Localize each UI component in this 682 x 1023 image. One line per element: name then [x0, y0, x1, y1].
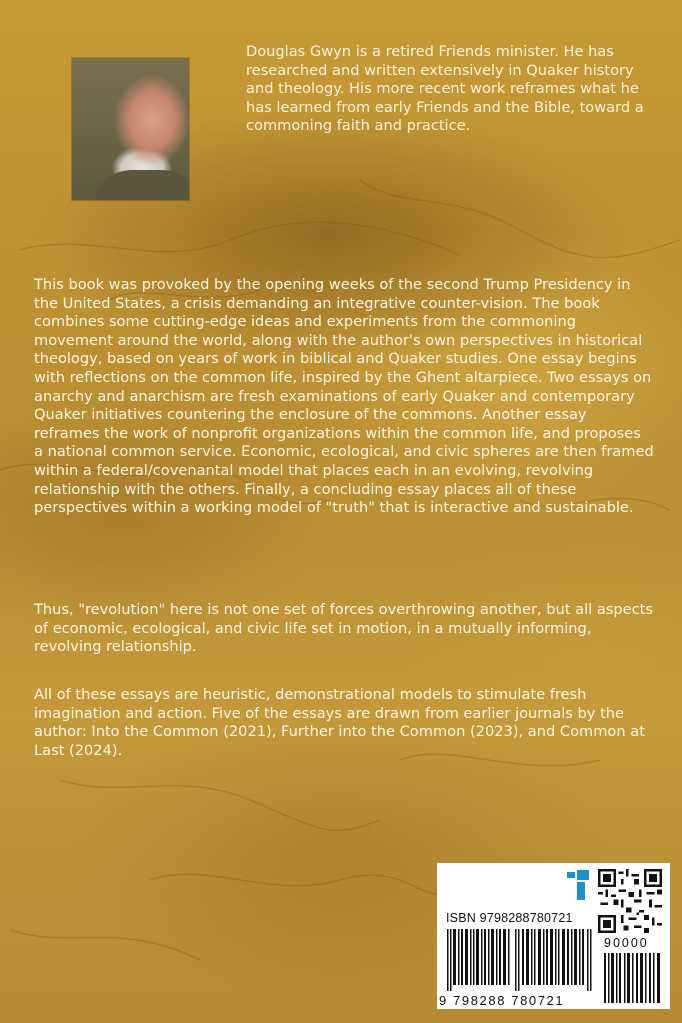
addon-barcode-icon [603, 953, 663, 1003]
author-photo [72, 58, 189, 200]
qr-code-icon [598, 869, 662, 933]
author-bio: Douglas Gwyn is a retired Friends minister. He has researched and written extensively in Quaker history and theology. His more recent work reframes what he has learned from early Friends and the Bible, toward a commoning faith and practice. [246, 43, 644, 135]
description-paragraph-3: All of these essays are heuristic, demonstrational models to stimulate fresh imagination and action. Five of the essays are drawn from earlier journals by the author: Into the Common (2021), Further into the Common (2023), and Common at Last (2024). [34, 686, 645, 759]
barcode-digits: 9 798288 780721 [437, 993, 599, 1008]
author-photo-shoulder [92, 170, 189, 200]
isbn-barcode-box [437, 863, 670, 1009]
description-paragraph-2: Thus, "revolution" here is not one set of forces overthrowing another, but all aspects of economic, ecological, and civic life set in motion, in a mutually informing, revolving relationship. [34, 601, 653, 656]
isbn-barcode-icon [445, 929, 595, 993]
barcode-addon-digits: 90000 [604, 936, 649, 950]
description-paragraph-1: This book was provoked by the opening weeks of the second Trump Presidency in the United States, a crisis demanding an integrative counter-vision. The book combines some cutting-edge ideas and experiments from the commoning movement around the world, along with the author's own perspectives in historical theology, based on years of work in biblical and Quaker studies. One essay begins with reflections on the common life, inspired by the Ghent altarpiece. Two essays on anarchy and anarchism are fresh examinations of early Quaker and contemporary Quaker initiatives countering the enclosure of the commons. Another essay reframes the work of nonprofit organizations within the common life, and proposes a national common service. Economic, ecological, and civic spheres are then framed within a federal/covenantal model that places each in an evolving, revolving relationship with the others. Finally, a concluding essay places all of these perspectives within a working model of "truth" that is interactive and sustainable. [34, 276, 654, 517]
isbn-label: ISBN 9798288780721 [446, 911, 573, 925]
publisher-logo-icon [567, 870, 589, 900]
